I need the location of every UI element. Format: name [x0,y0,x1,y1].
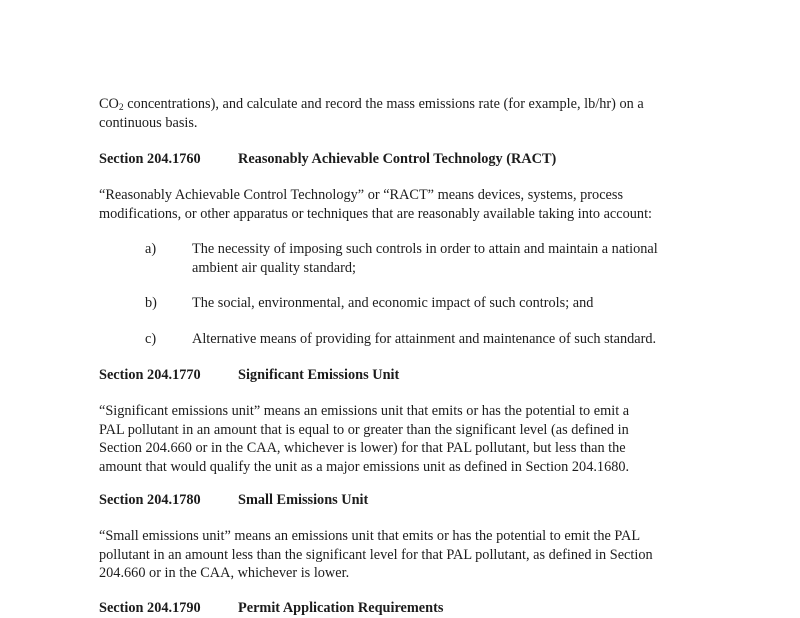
section-number: Section 204.1780 [99,492,201,508]
section-heading-1770 [99,366,399,384]
paragraph-line: amount that would qualify the unit as a major emissions unit as defined in Section 204.1680. [99,458,630,475]
list-item-text [192,330,717,349]
section-1770-paragraph [99,402,711,476]
paragraph-line: “Small emissions unit” means an emissions unit that emits or has the potential to emit the PAL [99,528,641,544]
section-title: Reasonably Achievable Control Technology (RACT) [238,151,557,167]
list-item-line: The social, environmental, and economic impact of such controls; and [192,295,594,311]
paragraph-line: PAL pollutant in an amount that is equal to or greater than the significant level (as defined in [99,421,629,438]
section-heading-1760 [99,150,556,168]
section-title: Significant Emissions Unit [238,367,400,383]
paragraph-line: modifications, or other apparatus or techniques that are reasonably available taking into account: [99,205,653,222]
paragraph-line: Section 204.660 or in the CAA, whichever is lower) for that PAL pollutant, but less than the [99,440,626,456]
section-1780-paragraph [99,527,711,583]
list-marker: b) [145,295,157,311]
list-marker: a) [145,241,157,257]
section-heading-1790 [99,599,443,617]
list-marker: c) [145,331,157,347]
co2-text: CO [99,96,119,112]
intro-paragraph [99,95,711,132]
intro-line-1 [99,95,711,114]
list-item-line: Alternative means of providing for attainment and maintenance of such standard. [192,331,657,347]
section-1760-paragraph [99,186,711,223]
intro-line-1-rest: concentrations), and calculate and record the mass emissions rate (for example, lb/hr) on a [123,96,644,112]
list-item-line: ambient air quality standard; [192,259,356,276]
paragraph-line: “Reasonably Achievable Control Technology” or “RACT” means devices, systems, process [99,187,624,203]
section-heading-1780 [99,491,368,509]
section-title: Small Emissions Unit [238,492,369,508]
section-number: Section 204.1770 [99,367,201,383]
intro-line-2: continuous basis. [99,114,198,131]
list-item-text [192,294,717,313]
list-item-text [192,240,717,277]
paragraph-line: “Significant emissions unit” means an emissions unit that emits or has the potential to emit a [99,403,630,419]
list-item-line: The necessity of imposing such controls in order to attain and maintain a national [192,241,658,257]
section-number: Section 204.1790 [99,600,201,616]
paragraph-line: pollutant in an amount less than the significant level for that PAL pollutant, as defined in Section [99,546,653,563]
section-title: Permit Application Requirements [238,600,444,616]
paragraph-line: 204.660 or in the CAA, whichever is lower. [99,565,350,581]
section-number: Section 204.1760 [99,151,201,167]
co2-subscript: 2 [118,103,124,113]
